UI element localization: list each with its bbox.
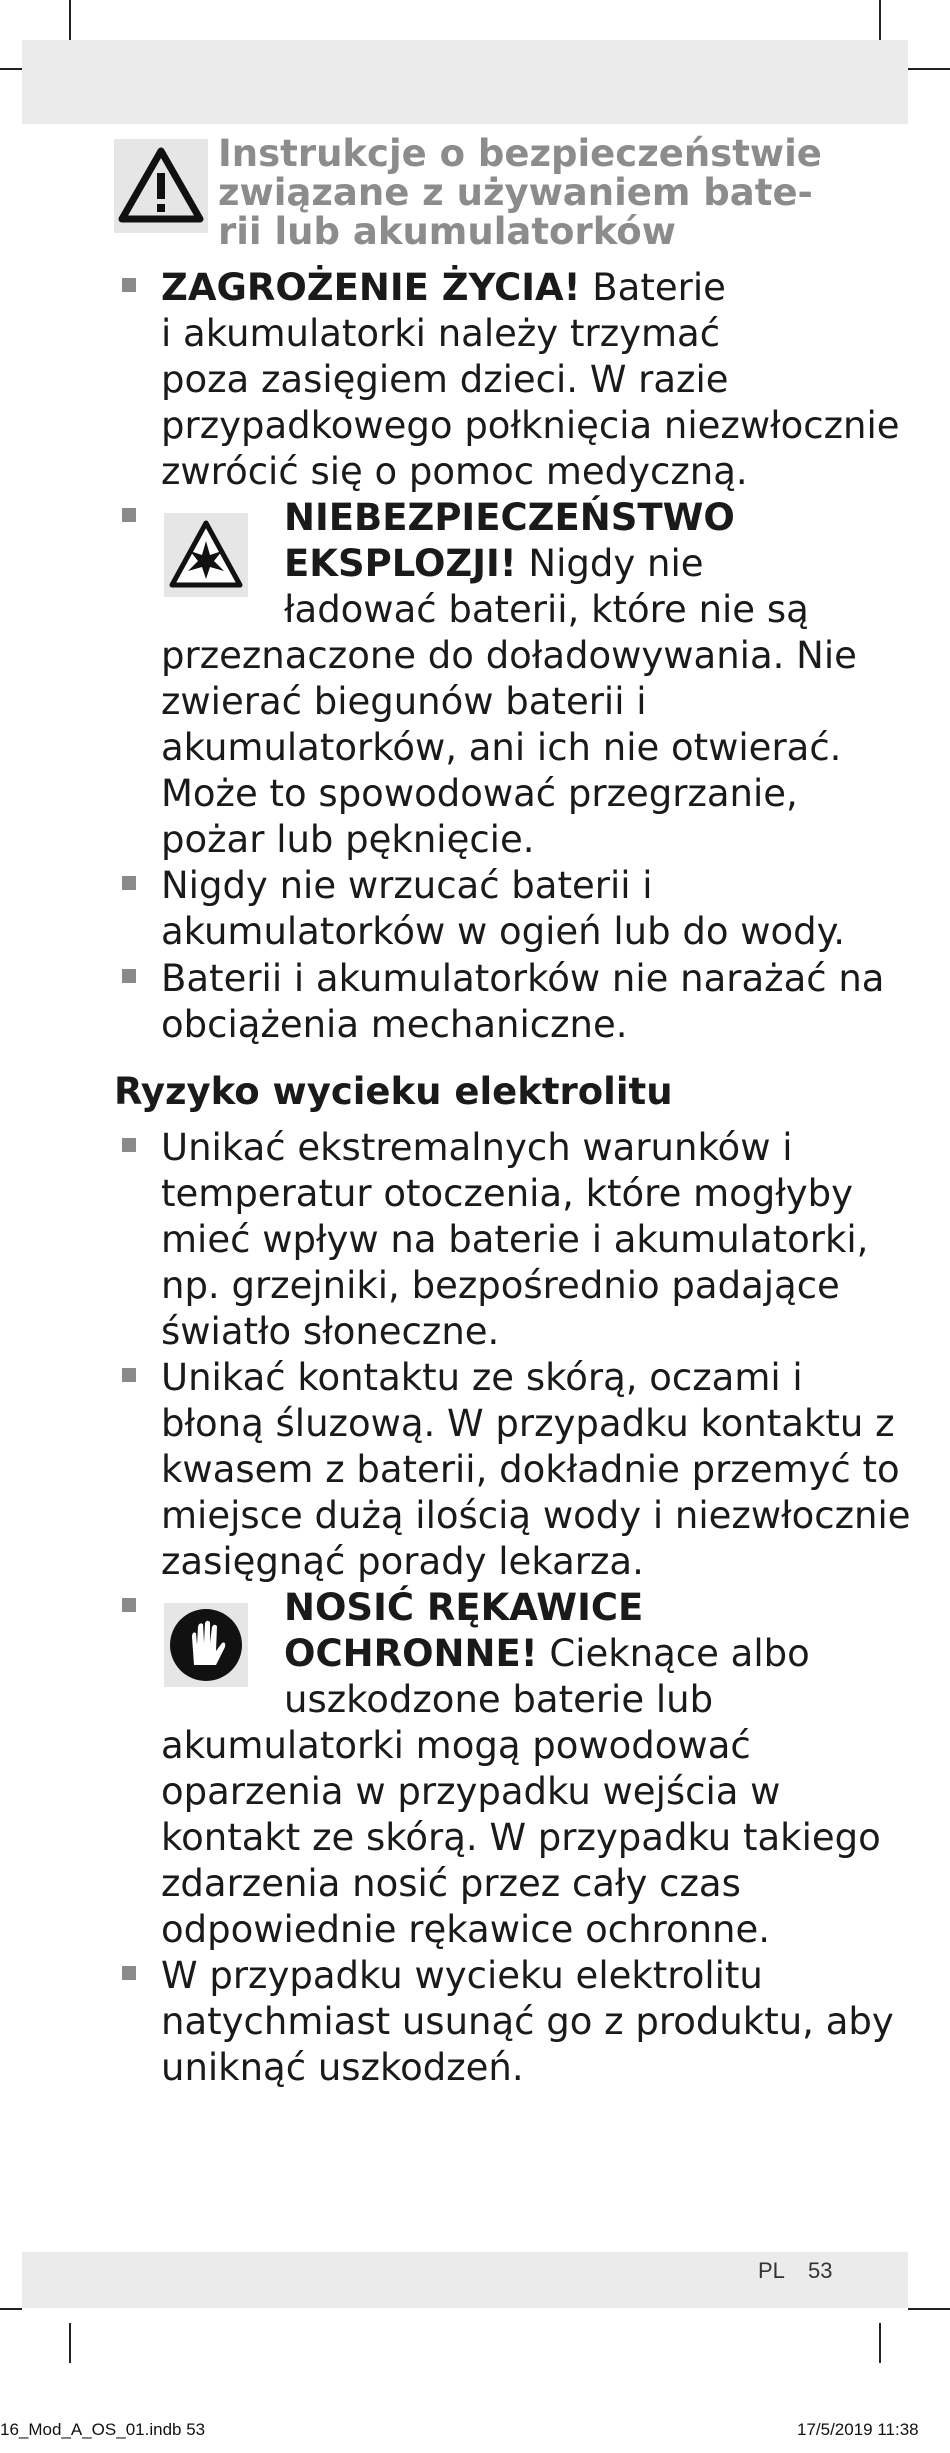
list-item-line: zdarzenia nosić przez cały czas [161,1862,741,1905]
list-item-line: ładować baterii, które nie są [284,588,809,631]
bullet [122,969,136,983]
header-band [22,40,908,124]
crop-mark [879,2323,881,2363]
list-item-line: np. grzejniki, bezpośrednio padające [161,1264,840,1307]
language-code: PL [758,2258,785,2283]
bullet [122,876,136,890]
list-item-line: akumulatorków, ani ich nie otwierać. [161,726,842,769]
list-item-line: światło słoneczne. [161,1310,500,1353]
bullet [122,1598,136,1612]
list-item-line: oparzenia w przypadku wejścia w [161,1770,781,1813]
list-item-line: ZAGROŻENIE ŻYCIA! Baterie [161,266,726,309]
list-item-line: natychmiast usunąć go z produktu, aby [161,2000,894,2043]
print-slug-date: 17/5/2019 11:38 [797,2420,919,2439]
list-item-line: poza zasięgiem dzieci. W razie [161,358,729,401]
crop-mark [0,2308,22,2310]
list-item-line: temperatur otoczenia, które mogłyby [161,1172,854,1215]
list-item-line: mieć wpływ na baterie i akumulatorki, [161,1218,869,1261]
list-item-line: Może to spowodować przegrzanie, [161,772,798,815]
crop-mark [0,68,22,70]
safety-heading: Instrukcje o bezpieczeństwie związane z używaniem bate- rii lub akumulatorków [218,132,822,253]
bullet [122,1138,136,1152]
list-item-line: Unikać kontaktu ze skórą, oczami i [161,1356,803,1399]
list-item-line: Baterii i akumulatorków nie narażać na [161,957,885,1000]
bullet [122,278,136,292]
list-item-line: przypadkowego połknięcia niezwłocznie [161,404,900,447]
list-item-line: W przypadku wycieku elektrolitu [161,1954,763,1997]
bullet [122,1368,136,1382]
list-item-line: i akumulatorki należy trzymać [161,312,721,355]
list-item-line: NIEBEZPIECZEŃSTWO [284,496,735,539]
list-item-line: kwasem z baterii, dokładnie przemyć to [161,1448,900,1491]
bullet [122,1966,136,1980]
list-item-line: zwierać biegunów baterii i [161,680,647,723]
list-item-line: przeznaczone do doładowywania. Nie [161,634,857,677]
print-slug-file: 16_Mod_A_OS_01.indb 53 [0,2420,206,2439]
explosion-icon [164,513,248,597]
section-heading: Ryzyko wycieku elektrolitu [114,1070,673,1113]
list-item-line: Unikać ekstremalnych warunków i [161,1126,793,1169]
gloves-icon [164,1603,248,1687]
list-item-line: akumulatorków w ogień lub do wody. [161,910,846,953]
page-number: 53 [808,2258,833,2283]
crop-mark [69,2323,71,2363]
warning-triangle-icon [114,139,208,233]
list-item-line: pożar lub pęknięcie. [161,818,535,861]
list-item-line: EKSPLOZJI! Nigdy nie [284,542,704,585]
list-item-line: akumulatorki mogą powodować [161,1724,751,1767]
list-item-line: zasięgnąć porady lekarza. [161,1540,644,1583]
crop-mark [69,0,71,40]
list-item-line: błoną śluzową. W przypadku kontaktu z [161,1402,895,1445]
list-item-line: obciążenia mechaniczne. [161,1003,628,1046]
crop-mark [879,0,881,40]
list-item-line: kontakt ze skórą. W przypadku takiego [161,1816,881,1859]
list-item-line: odpowiednie rękawice ochronne. [161,1908,771,1951]
list-item-line: Nigdy nie wrzucać baterii i [161,864,653,907]
list-item-line: NOSIĆ RĘKAWICE [284,1586,644,1629]
crop-mark [908,2308,950,2310]
bullet [122,508,136,522]
list-item-line: uniknąć uszkodzeń. [161,2046,524,2089]
list-item-line: miejsce dużą ilością wody i niezwłocznie [161,1494,911,1537]
list-item-line: OCHRONNE! Cieknące albo [284,1632,810,1675]
list-item-line: uszkodzone baterie lub [284,1678,714,1721]
list-item-line: zwrócić się o pomoc medyczną. [161,450,748,493]
crop-mark [908,68,950,70]
